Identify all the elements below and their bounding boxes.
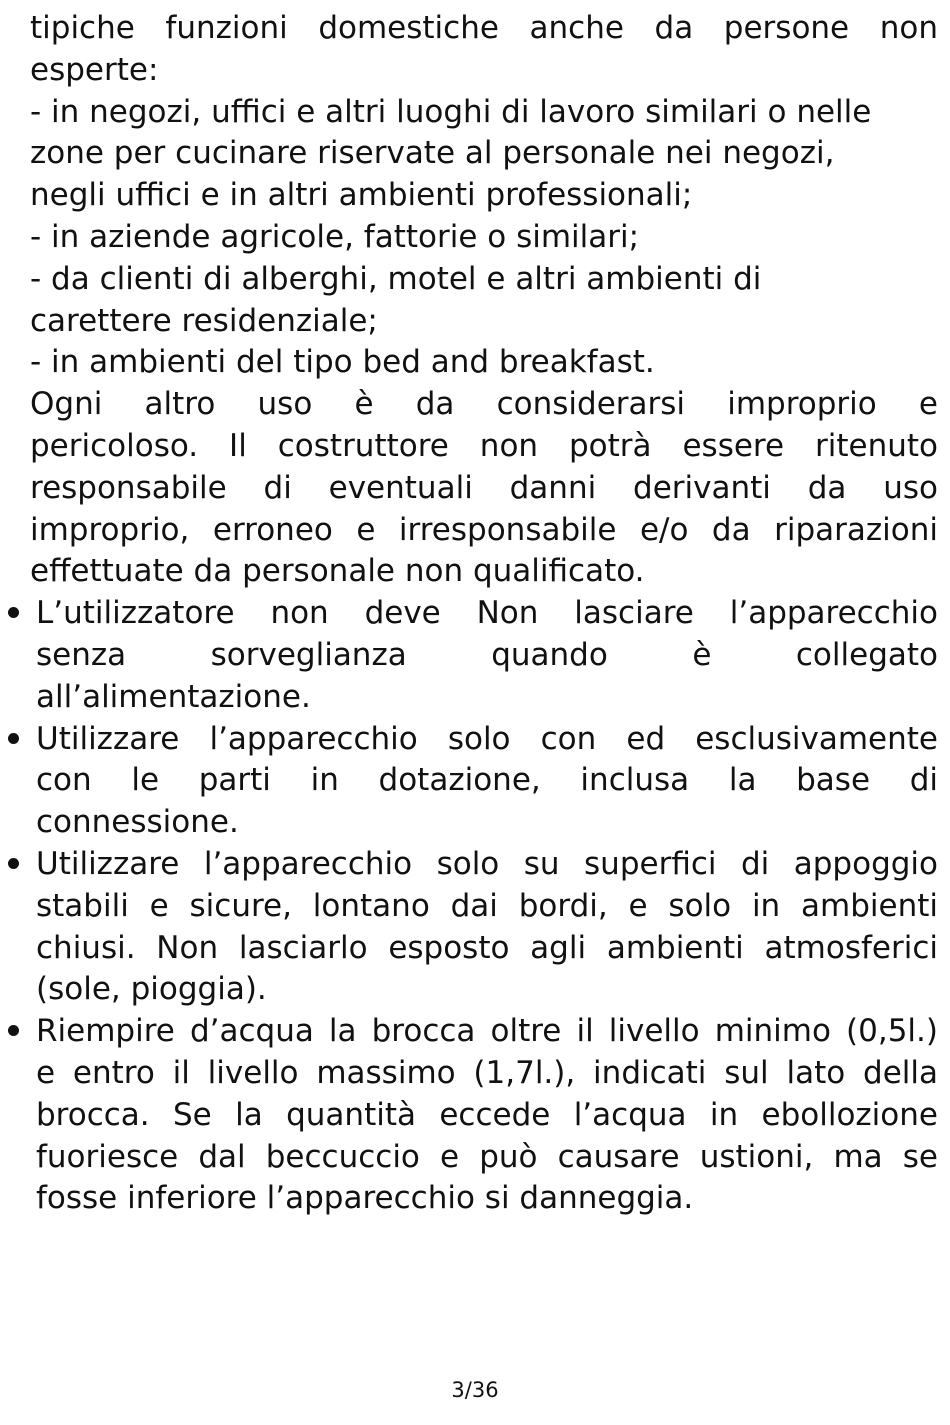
- text-line: Riempire d’acqua la brocca oltre il livello minimo (0,5l.): [36, 1013, 938, 1050]
- text-line: pericoloso. Il costruttore non potrà essere ritenuto: [30, 427, 938, 464]
- text-line: Utilizzare l’apparecchio solo su superfici di appoggio: [36, 845, 938, 882]
- list-dash-item: - da clienti di alberghi, motel e altri ambienti di: [30, 260, 762, 297]
- text-line: connessione.: [36, 804, 239, 841]
- text-line: tipiche funzioni domestiche anche da persone non: [30, 10, 938, 46]
- text-line: e entro il livello massimo (1,7l.), indicati sul lato della: [36, 1054, 938, 1091]
- text-line: esperte:: [30, 51, 159, 88]
- text-line: chiusi. Non lasciarlo esposto agli ambienti atmosferici: [36, 929, 938, 966]
- bullet-item-surfaces: [30, 844, 938, 1011]
- intro-paragraph: [30, 8, 938, 384]
- page-number: 3/36: [451, 1378, 499, 1402]
- document-page: [30, 8, 938, 1220]
- text-line: brocca. Se la quantità eccede l’acqua in ebollozione: [36, 1096, 938, 1133]
- text-line: zone per cucinare riservate al personale nei negozi,: [30, 135, 835, 172]
- list-dash-item: - in negozi, uffici e altri luoghi di lavoro similari o nelle: [30, 93, 872, 130]
- bullet-item-supervision: [30, 593, 938, 718]
- bullet-icon: [8, 607, 19, 618]
- bullet-item-water-level: [30, 1011, 938, 1220]
- text-line: Utilizzare l’apparecchio solo con ed esclusivamente: [36, 720, 938, 757]
- list-dash-item: - in ambienti del tipo bed and breakfast.: [30, 344, 655, 381]
- text-line: effettuate da personale non qualificato.: [30, 553, 645, 590]
- bullet-icon: [8, 1025, 19, 1036]
- bullet-item-parts: [30, 719, 938, 844]
- text-line: Ogni altro uso è da considerarsi improprio e: [30, 386, 938, 423]
- text-line: con le parti in dotazione, inclusa la base di: [36, 762, 938, 799]
- text-line: carettere residenziale;: [30, 302, 378, 339]
- warning-paragraph: [30, 384, 938, 593]
- text-line: negli uffici e in altri ambienti professionali;: [30, 177, 693, 214]
- text-line: (sole, pioggia).: [36, 971, 267, 1008]
- bullet-icon: [8, 858, 19, 869]
- list-dash-item: - in aziende agricole, fattorie o similari;: [30, 218, 640, 255]
- text-line: fosse inferiore l’apparecchio si danneggia.: [36, 1180, 694, 1217]
- text-line: L’utilizzatore non deve Non lasciare l’apparecchio: [36, 595, 938, 632]
- text-line: fuoriesce dal beccuccio e può causare ustioni, ma se: [36, 1138, 938, 1175]
- text-line: senza sorveglianza quando è collegato: [36, 636, 938, 673]
- text-line: stabili e sicure, lontano dai bordi, e solo in ambienti: [36, 887, 938, 924]
- bullet-icon: [8, 733, 19, 744]
- text-line: all’alimentazione.: [36, 678, 311, 715]
- text-line: improprio, erroneo e irresponsabile e/o da riparazioni: [30, 511, 938, 548]
- text-line: responsabile di eventuali danni derivanti da uso: [30, 469, 938, 506]
